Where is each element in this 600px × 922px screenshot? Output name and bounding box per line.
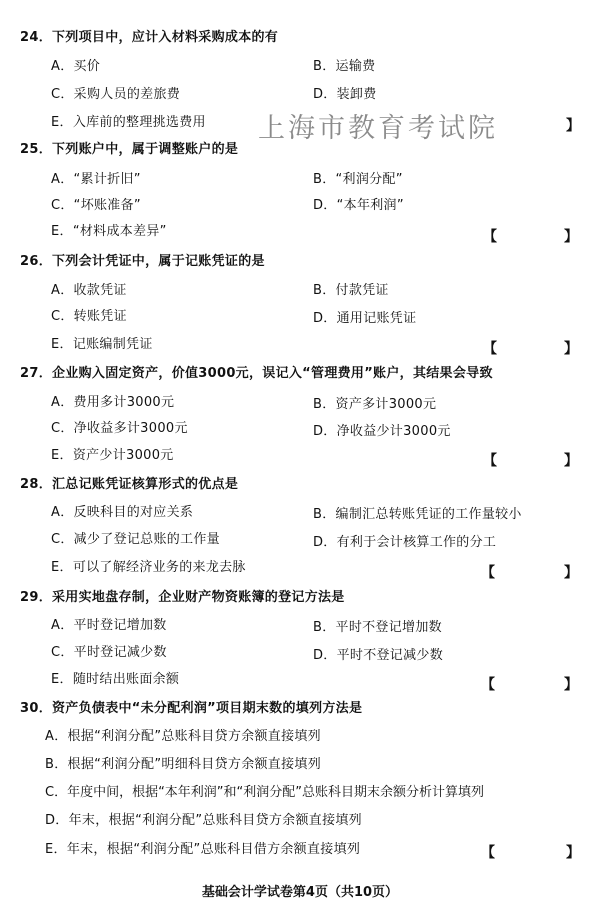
question-27-stem: 27．企业购入固定资产，价值3000元，误记入“管理费用”账户，其结果会导致 — [20, 366, 493, 381]
q26-option-d: D．通用记账凭证 — [313, 311, 417, 326]
q24-option-d: D．装卸费 — [313, 87, 377, 102]
q25-option-a: A．“累计折旧” — [51, 172, 141, 187]
q29-answer-bracket-open: 【 — [481, 677, 495, 693]
q27-option-d: D．净收益少计3000元 — [313, 424, 451, 439]
q24-option-a: A．买价 — [51, 59, 101, 74]
q26-option-a: A．收款凭证 — [51, 283, 127, 298]
watermark-stamp: 上海市教育考试院 — [258, 113, 498, 144]
q29-option-a: A．平时登记增加数 — [51, 618, 167, 633]
q30-answer-bracket-open: 【 — [481, 845, 495, 861]
q25-option-c: C．“坏账准备” — [51, 198, 141, 213]
q28-option-d: D．有利于会计核算工作的分工 — [313, 535, 497, 550]
q24-answer-bracket-close: 】 — [566, 118, 580, 134]
q24-option-b: B．运输费 — [313, 59, 376, 74]
q26-answer-bracket-close: 】 — [564, 341, 578, 357]
q26-answer-bracket-open: 【 — [483, 341, 497, 357]
q29-answer-bracket-close: 】 — [564, 677, 578, 693]
q27-option-c: C．净收益多计3000元 — [51, 421, 188, 436]
q25-answer-bracket-close: 】 — [564, 229, 578, 245]
page-footer: 基础会计学试卷第4页（共10页） — [201, 885, 399, 900]
q27-option-e: E．资产少计3000元 — [51, 448, 174, 463]
q24-option-c: C．采购人员的差旅费 — [51, 87, 181, 102]
q29-option-c: C．平时登记减少数 — [51, 645, 167, 660]
q29-option-b: B．平时不登记增加数 — [313, 620, 442, 635]
q30-option-d: D．年末，根据“利润分配”总账科目贷方余额直接填列 — [45, 813, 362, 828]
q27-option-b: B．资产多计3000元 — [313, 397, 437, 412]
q28-option-b: B．编制汇总转账凭证的工作量较小 — [313, 507, 522, 522]
q28-option-a: A．反映科目的对应关系 — [51, 505, 194, 520]
question-28-stem: 28．汇总记账凭证核算形式的优点是 — [20, 477, 239, 492]
q25-answer-bracket-open: 【 — [483, 229, 497, 245]
q25-option-d: D．“本年利润” — [313, 198, 404, 213]
q25-option-b: B．“利润分配” — [313, 172, 403, 187]
question-24-stem: 24．下列项目中，应计入材料采购成本的有 — [20, 30, 279, 45]
q26-option-b: B．付款凭证 — [313, 283, 389, 298]
q30-option-a: A．根据“利润分配”总账科目贷方余额直接填列 — [45, 729, 321, 744]
q26-option-e: E．记账编制凭证 — [51, 337, 153, 352]
q27-answer-bracket-open: 【 — [483, 453, 497, 469]
question-29-stem: 29．采用实地盘存制，企业财产物资账簿的登记方法是 — [20, 590, 345, 605]
question-25-stem: 25．下列账户中，属于调整账户的是 — [20, 142, 239, 157]
q28-option-e: E．可以了解经济业务的来龙去脉 — [51, 560, 246, 575]
q30-option-e: E．年末，根据“利润分配”总账科目借方余额直接填列 — [45, 842, 361, 857]
question-30-stem: 30．资产负债表中“未分配利润”项目期末数的填列方法是 — [20, 701, 363, 716]
q30-answer-bracket-close: 】 — [566, 845, 580, 861]
q25-option-e: E．“材料成本差异” — [51, 224, 167, 239]
q28-option-c: C．减少了登记总账的工作量 — [51, 532, 220, 547]
q30-option-b: B．根据“利润分配”明细科目贷方余额直接填列 — [45, 757, 321, 772]
q29-option-e: E．随时结出账面余额 — [51, 672, 180, 687]
q29-option-d: D．平时不登记减少数 — [313, 648, 444, 663]
q28-answer-bracket-open: 【 — [481, 565, 495, 581]
q26-option-c: C．转账凭证 — [51, 309, 127, 324]
q24-option-e: E．入库前的整理挑选费用 — [51, 115, 206, 130]
q27-option-a: A．费用多计3000元 — [51, 395, 175, 410]
q27-answer-bracket-close: 】 — [564, 453, 578, 469]
q30-option-c: C．年度中间，根据“本年利润”和“利润分配”总账科目期末余额分析计算填列 — [45, 785, 485, 800]
question-26-stem: 26．下列会计凭证中，属于记账凭证的是 — [20, 254, 265, 269]
q28-answer-bracket-close: 】 — [564, 565, 578, 581]
